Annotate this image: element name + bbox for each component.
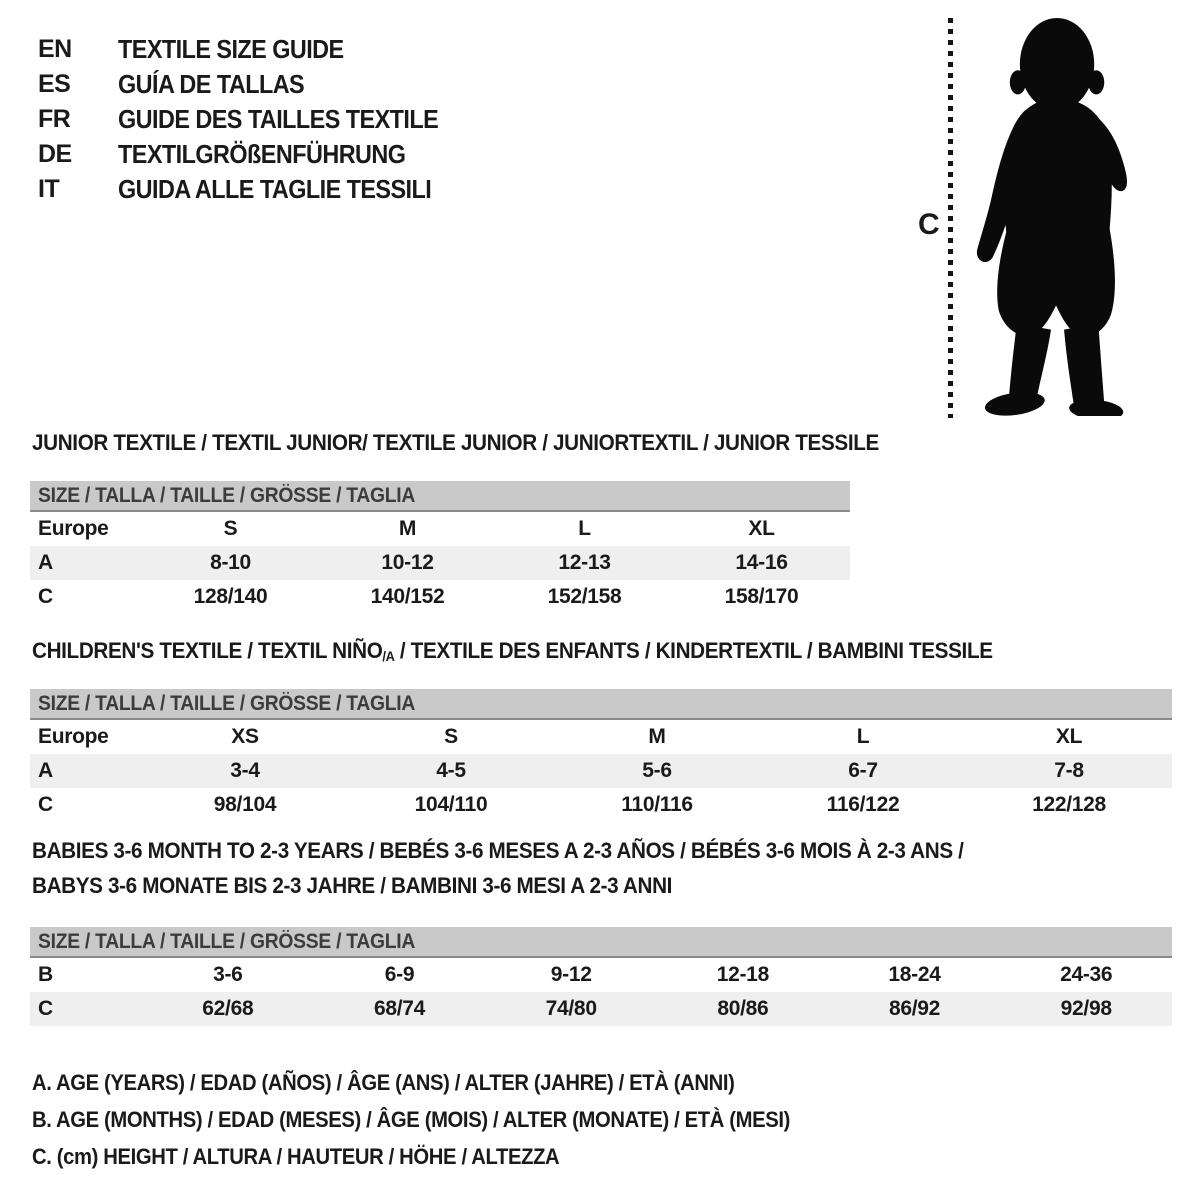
size-cell: 110/116 [621,793,693,816]
children-heading-part2: / TEXTILE DES ENFANTS / KINDERTEXTIL / BAMBINI TESSILE [394,638,993,663]
size-cell: XL [1055,725,1083,748]
size-cell: 7-8 [1054,759,1084,782]
size-cell: 122/128 [1032,793,1106,816]
size-cell: M [398,517,417,540]
table-row-europe [30,512,850,546]
row-label: Europe [38,725,109,748]
size-cell: 6-9 [384,963,415,986]
legend-line-b: B. AGE (MONTHS) / EDAD (MESES) / ÂGE (MOIS) / ALTER (MONATE) / ETÀ (MESI) [32,1106,790,1132]
size-cell: 104/110 [414,793,488,816]
language-title: GUIDA ALLE TAGLIE TESSILI [118,174,432,204]
size-cell: 158/170 [724,585,799,608]
legend-line-c: C. (cm) HEIGHT / ALTURA / HAUTEUR / HÖHE / ALTEZZA [32,1143,560,1169]
size-table-header-band [30,927,1172,958]
language-title: TEXTILE SIZE GUIDE [118,34,344,64]
size-cell: 116/122 [826,793,900,816]
row-label: C [38,793,53,816]
size-cell: 140/152 [370,585,445,608]
language-row-de [38,137,474,172]
height-measure-dashed-line [948,18,953,418]
language-code: DE [38,140,72,168]
language-code: FR [38,105,71,133]
language-code: IT [38,175,60,203]
table-row-age-months [30,958,1172,992]
size-cell: XL [748,517,775,540]
size-cell: 12-13 [558,551,611,574]
size-cell: 9-12 [550,963,592,986]
junior-section-heading: JUNIOR TEXTILE / TEXTIL JUNIOR/ TEXTILE JUNIOR / JUNIORTEXTIL / JUNIOR TESSILE [32,430,879,455]
size-cell: 152/158 [547,585,622,608]
size-cell: S [223,517,238,540]
row-label: B [38,963,53,986]
size-cell: L [578,517,591,540]
size-cell: XS [231,725,259,748]
row-label: A [38,759,53,782]
row-label: Europe [38,517,109,540]
size-cell: 4-5 [436,759,466,782]
language-title: TEXTILGRÖßENFÜHRUNG [118,139,406,169]
size-table-header-band [30,689,1172,720]
language-row-es [38,67,474,102]
size-cell: L [856,725,870,748]
size-cell: 74/80 [545,997,597,1020]
babies-size-table [30,927,1172,1026]
size-table-header-label: SIZE / TALLA / TAILLE / GRÖSSE / TAGLIA [38,483,416,507]
language-row-en [38,32,474,67]
language-list [38,32,474,207]
language-row-it [38,172,474,207]
size-cell: 12-18 [716,963,769,986]
table-row-europe [30,720,1172,754]
size-table-header-label: SIZE / TALLA / TAILLE / GRÖSSE / TAGLIA [38,691,416,715]
children-section-heading [32,638,993,664]
size-cell: 6-7 [848,759,878,782]
table-row-height [30,580,850,614]
babies-section-heading [32,833,964,903]
children-size-table [30,689,1172,822]
measure-legend [32,1064,856,1175]
toddler-silhouette-icon [964,14,1136,416]
size-table-header-band [30,481,850,512]
language-code: EN [38,35,72,63]
table-row-height [30,788,1172,822]
size-cell: 14-16 [735,551,788,574]
size-cell: 68/74 [373,997,426,1020]
language-title: GUÍA DE TALLAS [118,69,305,99]
table-row-age-years [30,546,850,580]
junior-size-table [30,481,850,614]
size-cell: 128/140 [193,585,268,608]
babies-heading-line1: BABIES 3-6 MONTH TO 2-3 YEARS / BEBÉS 3-6 MESES A 2-3 AÑOS / BÉBÉS 3-6 MOIS À 2-3 ANS / [32,838,964,863]
height-measure-label-c: C [918,208,940,241]
size-cell: 92/98 [1060,997,1112,1020]
language-title: GUIDE DES TAILLES TEXTILE [118,104,439,134]
size-cell: 24-36 [1060,963,1113,986]
size-cell: 10-12 [381,551,434,574]
size-cell: 8-10 [210,551,251,574]
size-cell: 86/92 [888,997,941,1020]
size-cell: 80/86 [717,997,769,1020]
size-cell: S [444,725,458,748]
size-cell: 98/104 [213,793,277,816]
row-label: C [38,997,53,1020]
row-label: A [38,551,53,574]
row-label: C [38,585,53,608]
language-code: ES [38,70,71,98]
size-table-header-label: SIZE / TALLA / TAILLE / GRÖSSE / TAGLIA [38,929,416,953]
table-row-height [30,992,1172,1026]
babies-heading-line2: BABYS 3-6 MONATE BIS 2-3 JAHRE / BAMBINI 3-6 MESI A 2-3 ANNI [32,873,673,898]
size-cell: M [648,725,666,748]
size-cell: 3-4 [230,759,260,782]
children-heading-part1: CHILDREN'S TEXTILE / TEXTIL NIÑO [32,638,383,663]
legend-line-a: A. AGE (YEARS) / EDAD (AÑOS) / ÂGE (ANS) / ALTER (JAHRE) / ETÀ (ANNI) [32,1069,735,1095]
language-row-fr [38,102,474,137]
size-cell: 18-24 [888,963,941,986]
table-row-age-years [30,754,1172,788]
size-cell: 62/68 [202,997,254,1020]
size-cell: 5-6 [642,759,672,782]
children-heading-subscript: /A [382,648,395,665]
size-cell: 3-6 [213,963,243,986]
